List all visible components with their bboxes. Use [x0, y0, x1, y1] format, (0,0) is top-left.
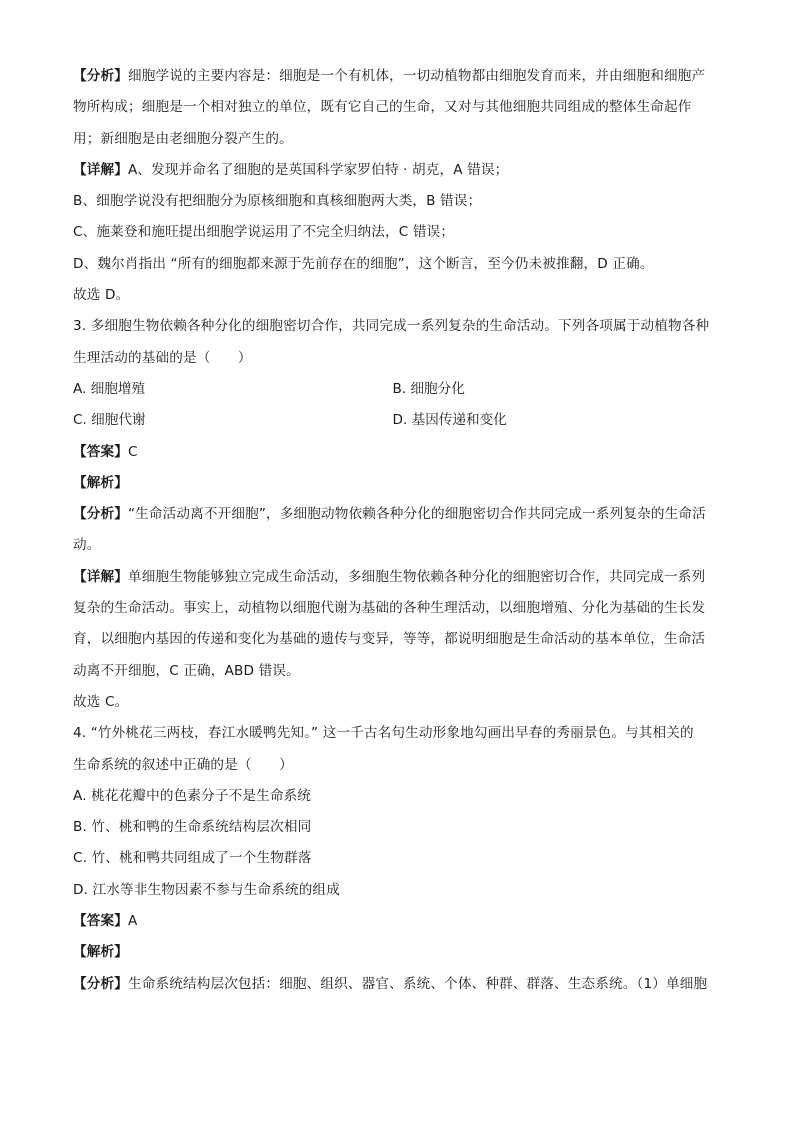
q3-option-a: A. 细胞增殖 — [73, 380, 146, 397]
q4-answer: 【答案】A — [73, 913, 138, 930]
q3-answer: 【答案】C — [73, 443, 138, 460]
analysis-tag: 【分析】 — [73, 68, 128, 84]
answer-tag: 【答案】 — [73, 913, 128, 930]
q3-option-c: C. 细胞代谢 — [73, 412, 146, 429]
analysis-tag: 【分析】 — [73, 975, 128, 992]
q3-explanation-tag: 【解析】 — [73, 474, 128, 491]
q3-detail-line-2: 复杂的生命活动。事实上，动植物以细胞代谢为基础的各种生理活动，以细胞增殖、分化为基础的生长发 — [73, 600, 706, 617]
q3-detail-line-3: 育，以细胞内基因的传递和变化为基础的遗传与变异，等等，都说明细胞是生命活动的基本单位，生命活 — [73, 631, 706, 648]
q4-analysis-line-1: 【分析】生命系统结构层次包括：细胞、组织、器官、系统、个体、种群、群落、生态系统。（1）单细胞 — [73, 975, 708, 992]
q2-detail-line-2: B、细胞学说没有把细胞分为原核细胞和真核细胞两大类，B 错误； — [73, 193, 482, 210]
q3-analysis-line-2: 动。 — [73, 537, 101, 554]
q2-detail-line-3: C、施莱登和施旺提出细胞学说运用了不完全归纳法，C 错误； — [73, 224, 455, 241]
q3-stem-line-1: 3. 多细胞生物依赖各种分化的细胞密切合作，共同完成一系列复杂的生命活动。下列各项属于动植物各种 — [73, 318, 710, 335]
q3-option-b: B. 细胞分化 — [392, 380, 465, 397]
q3-conclusion: 故选 C。 — [73, 693, 129, 710]
q3-detail-line-1: 【详解】单细胞生物能够独立完成生命活动，多细胞生物依赖各种分化的细胞密切合作，共同完成一系列 — [73, 568, 706, 585]
q4-option-a: A. 桃花花瓣中的色素分子不是生命系统 — [73, 787, 312, 804]
q3-options-row-2 — [73, 405, 712, 436]
detail-tag: 【详解】 — [73, 568, 128, 585]
q4-stem-line-2: 生命系统的叙述中正确的是（ ） — [73, 756, 293, 773]
q2-analysis-line-3: 用；新细胞是由老细胞分裂产生的。 — [73, 130, 293, 147]
answer-tag: 【答案】 — [73, 443, 128, 460]
q2-detail-line-4: D、魏尔肖指出 “所有的细胞都来源于先前存在的细胞”，这个断言，至今仍未被推翻，D 正确。 — [73, 255, 654, 272]
q4-explanation-tag: 【解析】 — [73, 944, 128, 961]
q3-options-row-1 — [73, 374, 712, 405]
q3-stem-line-2: 生理活动的基础的是（ ） — [73, 349, 252, 366]
q4-option-c: C. 竹、桃和鸭共同组成了一个生物群落 — [73, 850, 312, 867]
q2-detail-line-1: 【详解】A、发现并命名了细胞的是英国科学家罗伯特 · 胡克，A 错误； — [73, 161, 509, 178]
analysis-tag: 【分析】 — [73, 506, 128, 523]
q3-option-d: D. 基因传递和变化 — [392, 412, 507, 429]
q4-option-d: D. 江水等非生物因素不参与生命系统的组成 — [73, 881, 340, 898]
q3-detail-line-4: 动离不开细胞，C 正确，ABD 错误。 — [73, 662, 300, 679]
detail-tag: 【详解】 — [73, 161, 128, 178]
q2-analysis-line-1: 【分析】细胞学说的主要内容是：细胞是一个有机体，一切动植物都由细胞发育而来，并由细胞和细胞产 — [73, 68, 706, 84]
q4-stem-line-1: 4. “竹外桃花三两枝，春江水暖鸭先知。” 这一千古名句生动形象地勾画出早春的秀丽景色。与其相关的 — [73, 725, 694, 742]
q3-analysis-line-1: 【分析】“生命活动离不开细胞”，多细胞动物依赖各种分化的细胞密切合作共同完成一系列复杂的生命活 — [73, 506, 706, 523]
q4-option-b: B. 竹、桃和鸭的生命系统结构层次相同 — [73, 819, 312, 836]
q2-analysis-line-2: 物所构成；细胞是一个相对独立的单位，既有它自己的生命，又对与其他细胞共同组成的整体生命起作 — [73, 99, 692, 116]
q2-conclusion: 故选 D。 — [73, 287, 130, 304]
